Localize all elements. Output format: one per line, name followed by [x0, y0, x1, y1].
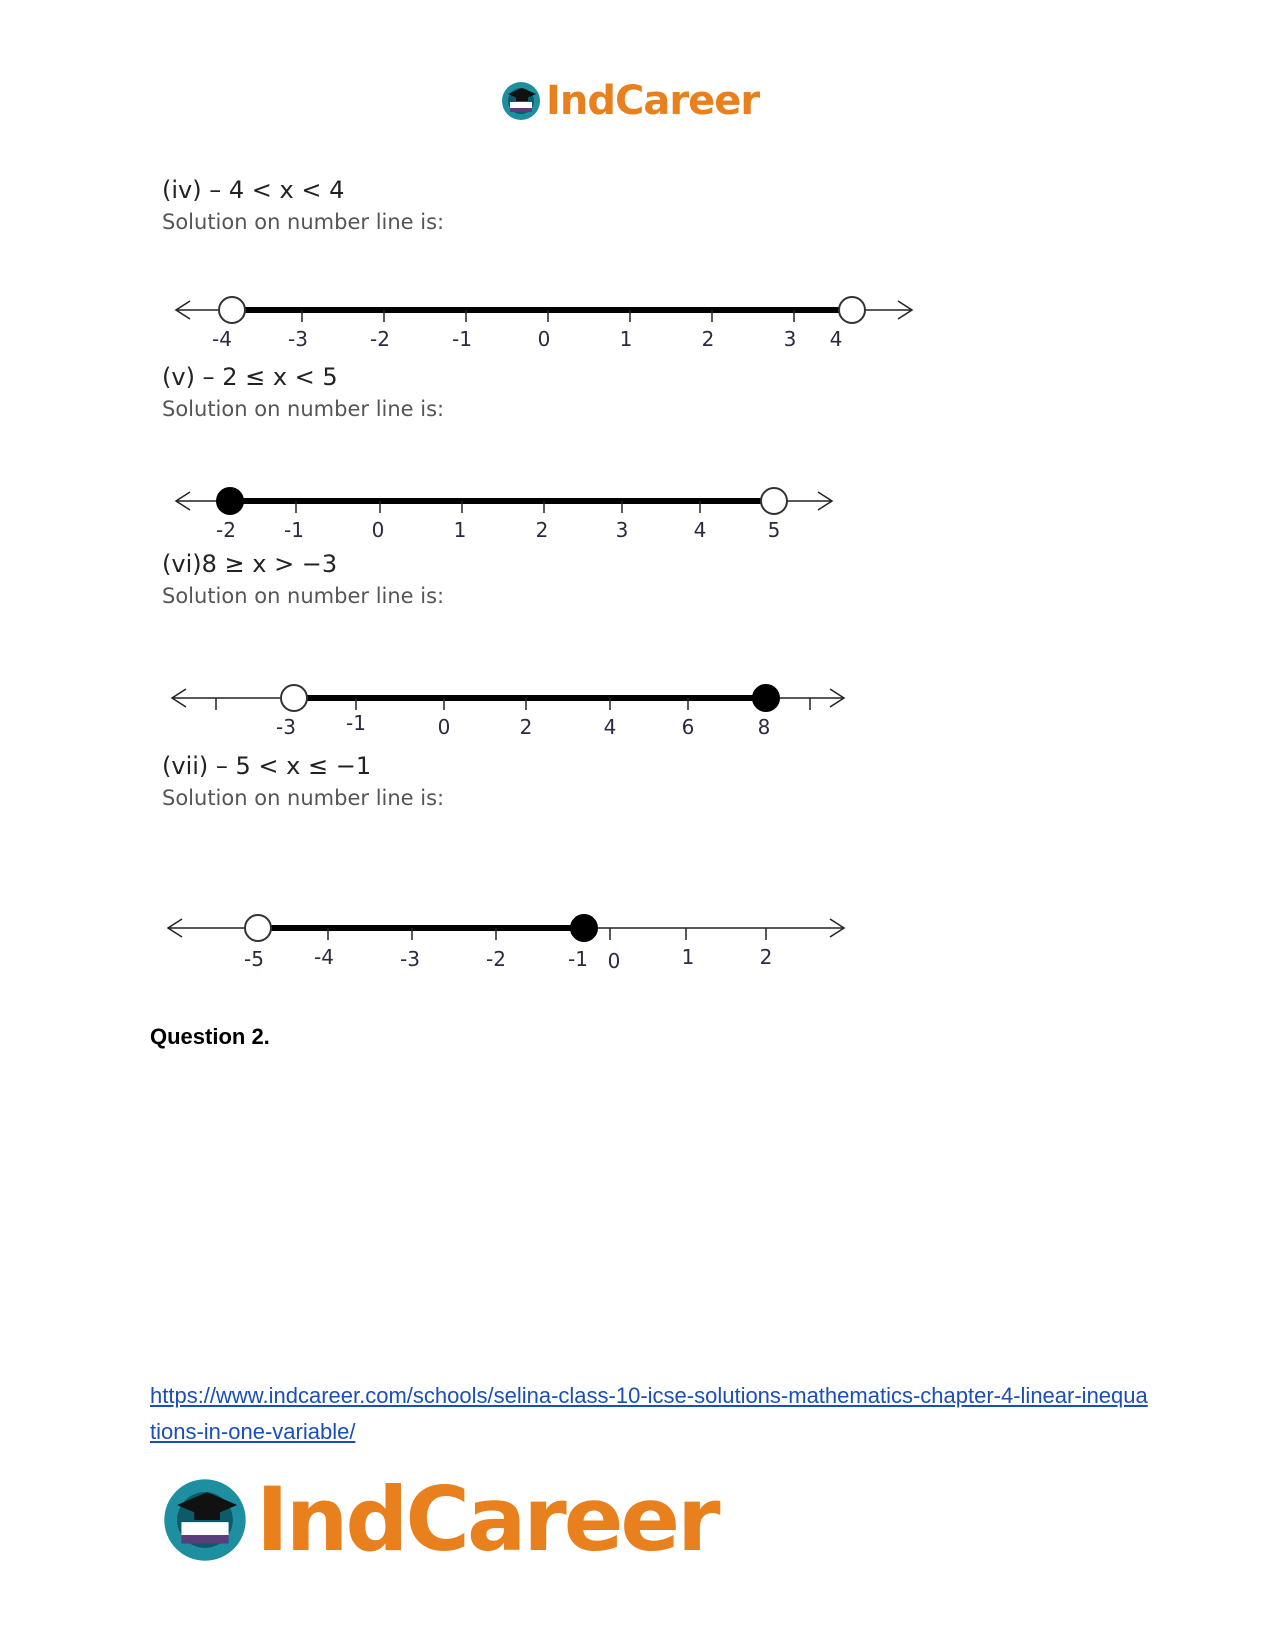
- tick-label: 3: [783, 327, 797, 351]
- tick-label: -1: [568, 947, 588, 971]
- tick-label: -2: [486, 947, 506, 971]
- tick-label: -2: [370, 327, 390, 351]
- problem-caption: Solution on number line is:: [162, 786, 445, 810]
- brand-name: IndCareer: [546, 78, 760, 124]
- open-endpoint: [839, 297, 865, 323]
- problem-label: (vii) – 5 < x ≤ −1: [162, 752, 372, 780]
- tick-label: 1: [453, 518, 467, 542]
- tick-label: 0: [537, 327, 551, 351]
- number-line-vii: [162, 908, 852, 973]
- source-link[interactable]: https://www.indcareer.com/schools/selina-class-10-icse-solutions-mathematics-chapter-4-linear-inequations-in-one-variable/: [150, 1383, 1148, 1444]
- problem-caption: Solution on number line is:: [162, 584, 445, 608]
- closed-endpoint: [571, 915, 597, 941]
- graduation-cap-book-icon: [160, 1475, 250, 1565]
- tick-label: 6: [681, 715, 695, 739]
- tick-label: -4: [314, 945, 334, 969]
- brand-logo-bottom: [160, 1468, 718, 1571]
- problem-caption: Solution on number line is:: [162, 210, 445, 234]
- open-endpoint: [219, 297, 245, 323]
- tick-label: -4: [212, 327, 232, 351]
- closed-endpoint: [753, 685, 779, 711]
- number-line-v: [170, 481, 850, 541]
- problem-label: (iv) – 4 < x < 4: [162, 176, 345, 204]
- open-endpoint: [281, 685, 307, 711]
- tick-label: 2: [759, 945, 773, 969]
- problem-label: (v) – 2 ≤ x < 5: [162, 363, 338, 391]
- tick-label: 4: [603, 715, 617, 739]
- tick-label: 1: [681, 945, 695, 969]
- closed-endpoint: [217, 488, 243, 514]
- tick-label: -3: [400, 947, 420, 971]
- graduation-cap-book-icon: [500, 80, 542, 122]
- problem-vii: [162, 752, 444, 810]
- number-line-vi: [166, 678, 856, 738]
- tick-label: 3: [615, 518, 629, 542]
- tick-label: -3: [288, 327, 308, 351]
- brand-name: IndCareer: [256, 1468, 718, 1571]
- number-line-iv: [170, 290, 930, 350]
- tick-label: 0: [371, 518, 385, 542]
- tick-label: 1: [619, 327, 633, 351]
- tick-label: 2: [519, 715, 533, 739]
- problem-v: [162, 363, 444, 421]
- tick-label: -3: [276, 715, 296, 739]
- problem-label: (vi)8 ≥ x > −3: [162, 550, 338, 578]
- tick-label: 0: [607, 949, 621, 973]
- problem-iv: [162, 176, 444, 234]
- question-heading: Question 2.: [150, 1024, 270, 1049]
- tick-label: -5: [244, 947, 264, 971]
- tick-label: 2: [701, 327, 715, 351]
- brand-logo-top: [500, 78, 759, 124]
- problem-vi: [162, 550, 444, 608]
- tick-label: 4: [829, 327, 843, 351]
- tick-label: -1: [284, 518, 304, 542]
- problem-caption: Solution on number line is:: [162, 397, 445, 421]
- tick-label: -1: [452, 327, 472, 351]
- open-endpoint: [245, 915, 271, 941]
- tick-label: 8: [757, 715, 771, 739]
- tick-label: -2: [216, 518, 236, 542]
- open-endpoint: [761, 488, 787, 514]
- tick-label: 4: [693, 518, 707, 542]
- tick-label: -1: [346, 711, 366, 735]
- tick-label: 0: [437, 715, 451, 739]
- tick-label: 5: [767, 518, 781, 542]
- tick-label: 2: [535, 518, 549, 542]
